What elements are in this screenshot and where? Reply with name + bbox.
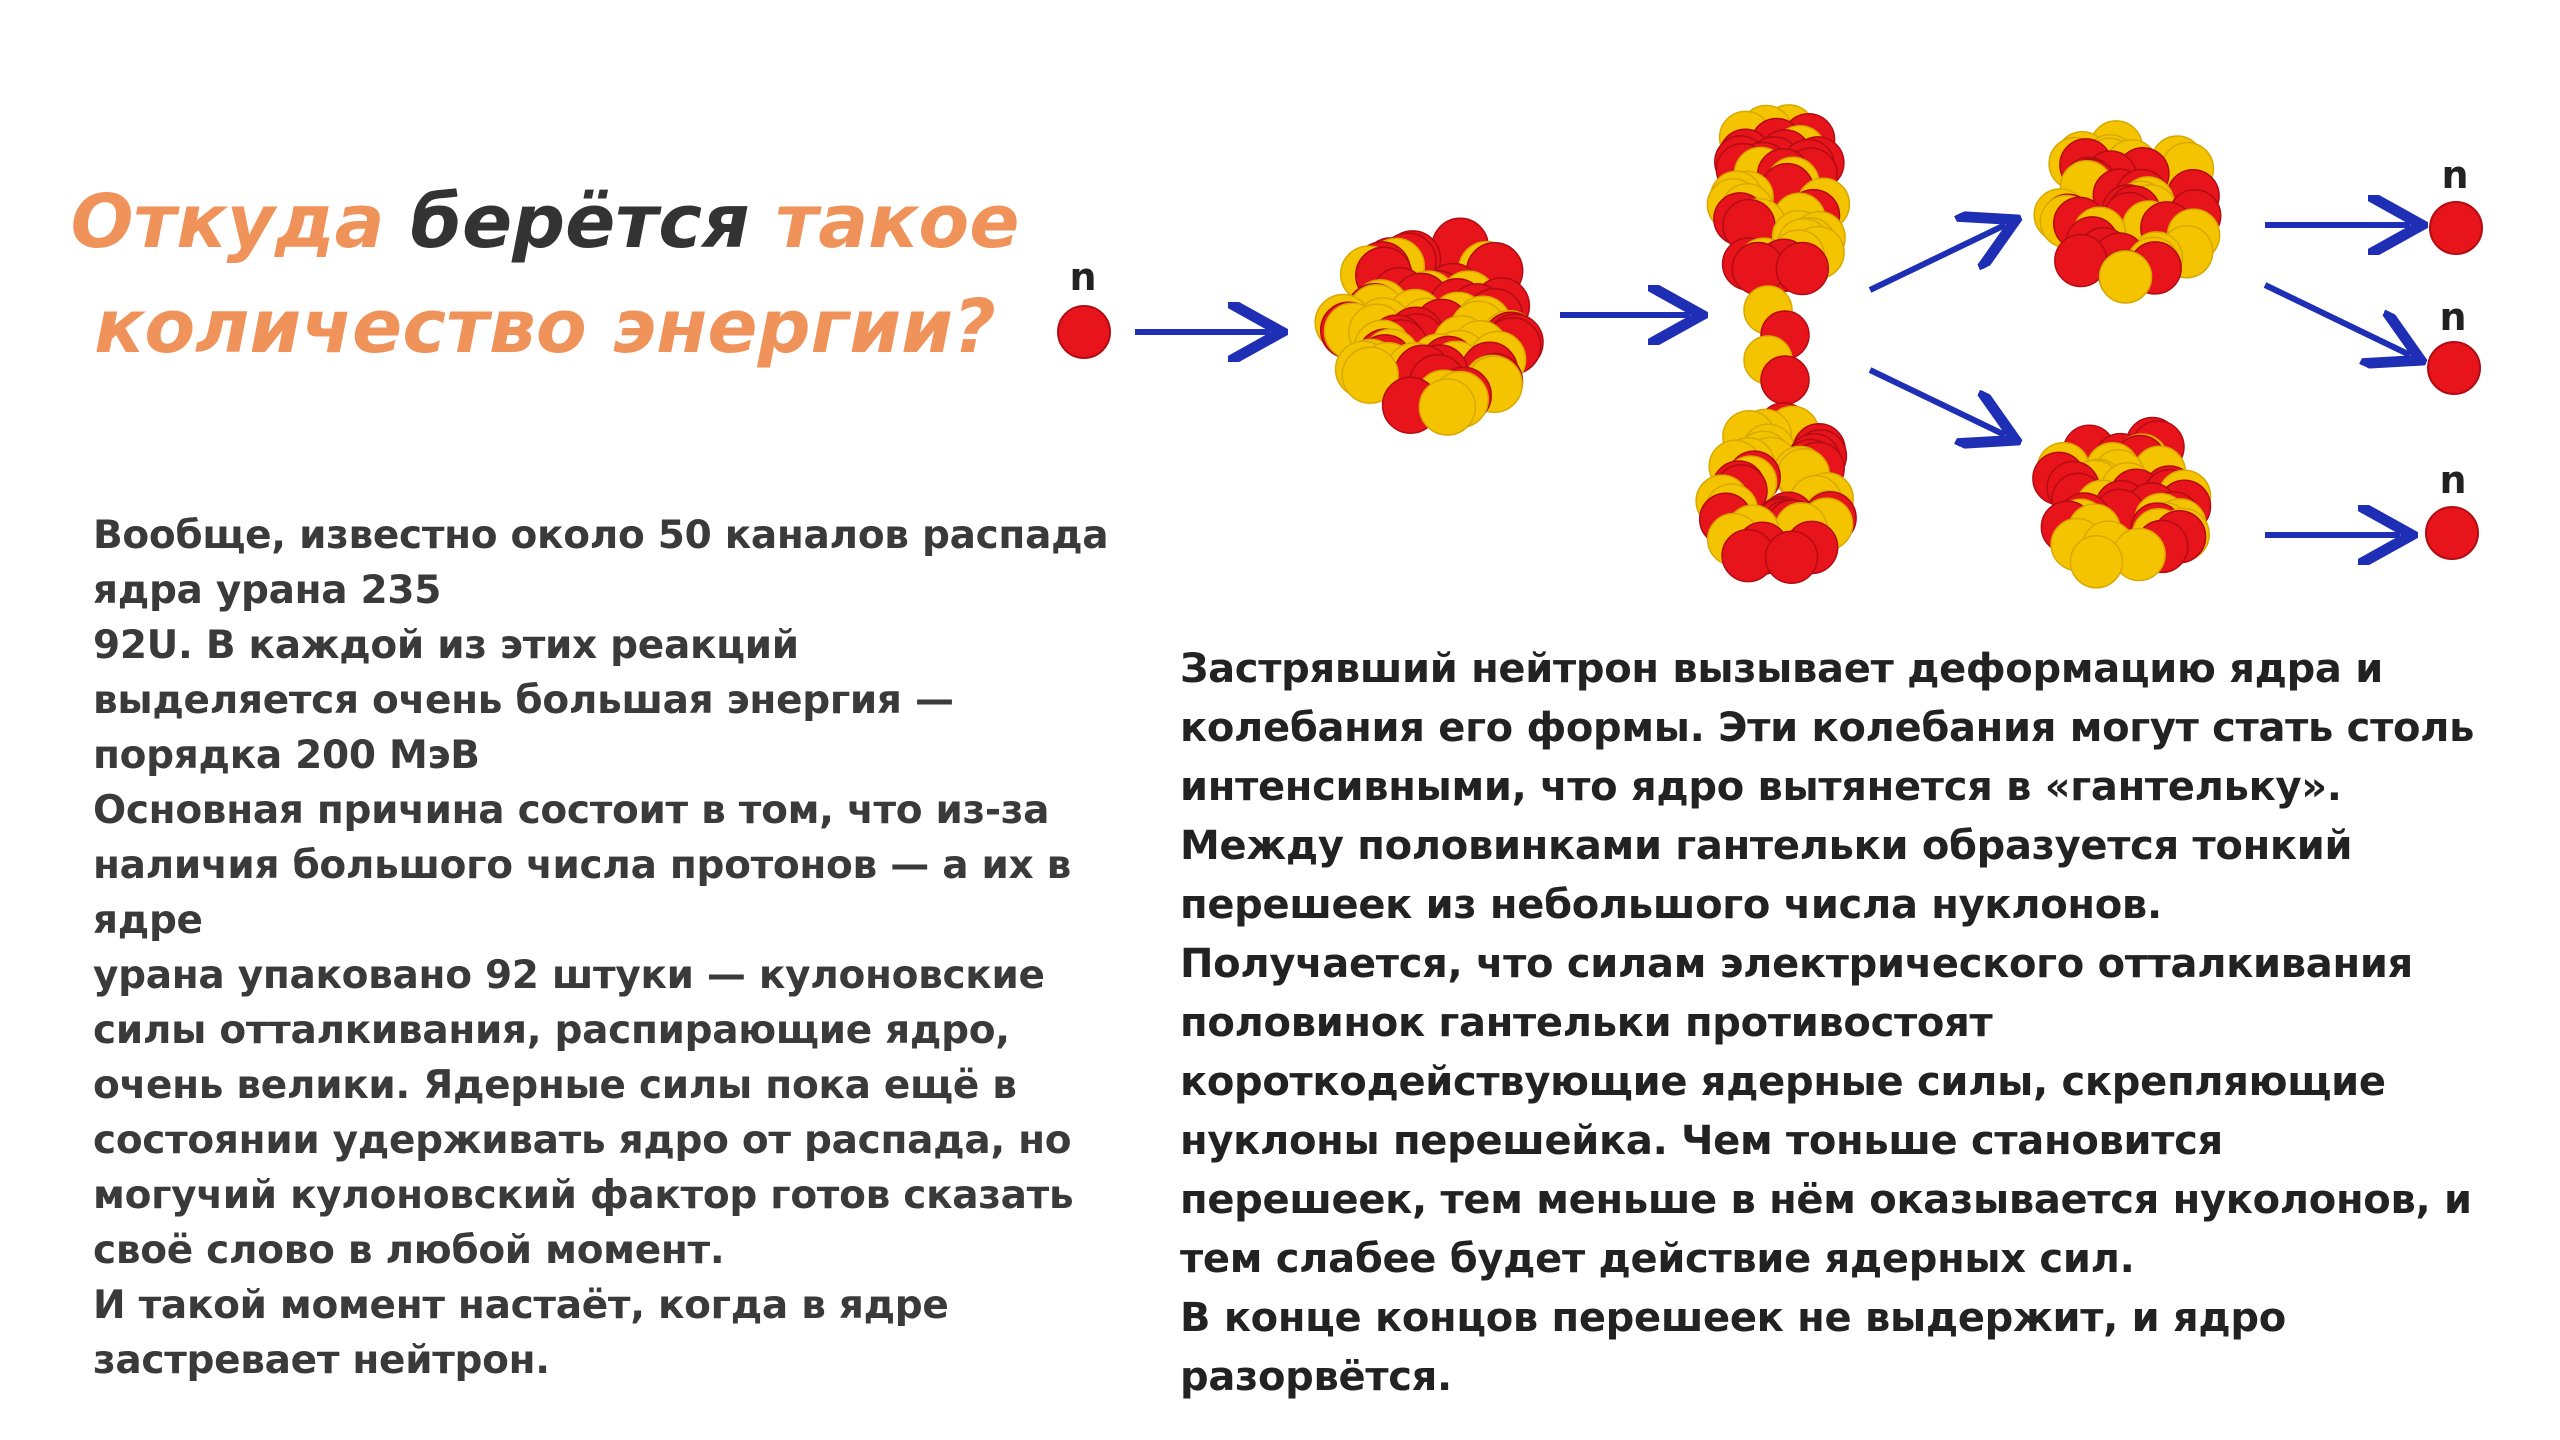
right-text-line: интенсивными, что ядро вытянется в «гантельку». [1180,764,2342,810]
title-part-2: берётся [410,179,750,265]
right-text-line: колебания его формы. Эти колебания могут стать столь [1180,705,2475,751]
neutron-ball [2070,536,2122,588]
arrow-to-fragment-bottom [1870,370,2005,435]
right-text-line: Получается, что силам электрического отталкивания [1180,941,2413,987]
neutron-label-out-2: n [2439,295,2467,339]
neutron-label-incoming: n [1069,255,1097,299]
left-text-block [93,508,1113,1388]
title-part-4: количество энергии? [94,284,996,370]
right-text-line: тем слабее будет действие ядерных сил. [1180,1236,2135,1282]
left-text-line: силы отталкивания, распирающие ядро, [93,1008,1010,1053]
right-text-line: разорвётся. [1180,1354,1452,1400]
right-text-line: В конце концов перешеек не выдержит, и ядро [1180,1295,2286,1341]
left-text-line: Основная причина состоит в том, что из-за [93,788,1050,833]
neutron-out-1 [2430,202,2482,254]
right-text-line: нуклоны перешейка. Чем тоньше становится [1180,1118,2223,1164]
title-part-1: Откуда [70,179,385,265]
right-text-line: короткодействующие ядерные силы, скрепляющие [1180,1059,2386,1105]
right-text-line: Между половинками гантельки образуется тонкий [1180,823,2353,869]
neutron-ball [2100,251,2152,303]
neutron-out-2 [2428,342,2480,394]
left-text-line: очень велики. Ядерные силы пока ещё в [93,1063,1017,1108]
fission-fragment-top [2034,121,2221,303]
arrow-neutron-2 [2265,285,2410,355]
neutron-label-out-3: n [2439,458,2467,502]
proton-ball [1766,531,1818,583]
fission-fragment-bottom [2033,418,2211,588]
right-text-line: перешеек из небольшого числа нуклонов. [1180,882,2162,928]
fission-diagram-svg [1040,60,2540,620]
left-text-line: наличия большого числа протонов — а их в [93,843,1072,888]
dumbbell-top-lobe [1707,105,1849,404]
title-part-3: такое [775,179,1020,265]
left-text-line: 92U. В каждой из этих реакций [93,623,799,668]
left-text-line: ядра урана 235 [93,568,442,613]
isthmus-ball [1761,356,1809,404]
left-text-line: ядре [93,898,203,943]
neutron-ball [1419,379,1475,435]
left-text-line: могучий кулоновский фактор готов сказать [93,1173,1074,1218]
left-text-line: застревает нейтрон. [93,1338,550,1383]
right-text-line: перешеек, тем меньше в нём оказывается нуколонов, и [1180,1177,2472,1223]
neutron-label-out-1: n [2441,153,2469,197]
left-text-line: своё слово в любой момент. [93,1228,725,1273]
dumbbell-bottom-lobe [1696,403,1856,583]
left-text-line: И такой момент настаёт, когда в ядре [93,1283,949,1328]
right-text-line: половинок гантельки противостоят [1180,1000,1993,1046]
left-text-line: порядка 200 МэВ [93,733,480,778]
slide-title [0,170,1090,380]
left-text-line: урана упаковано 92 штуки — кулоновские [93,953,1045,998]
proton-ball [1776,243,1828,295]
neutron-out-3 [2426,507,2478,559]
left-text-line: выделяется очень большая энергия — [93,678,954,723]
left-text-line: состоянии удерживать ядро от распада, но [93,1118,1072,1163]
fission-diagram [1040,60,2540,620]
uranium-nucleus [1315,218,1543,435]
right-text-line: Застрявший нейтрон вызывает деформацию ядра и [1180,646,2383,692]
left-text-line: Вообще, известно около 50 каналов распада [93,513,1109,558]
neutron-incoming [1058,306,1110,358]
right-text-block [1180,640,2510,1407]
arrow-to-fragment-top [1870,225,2005,290]
